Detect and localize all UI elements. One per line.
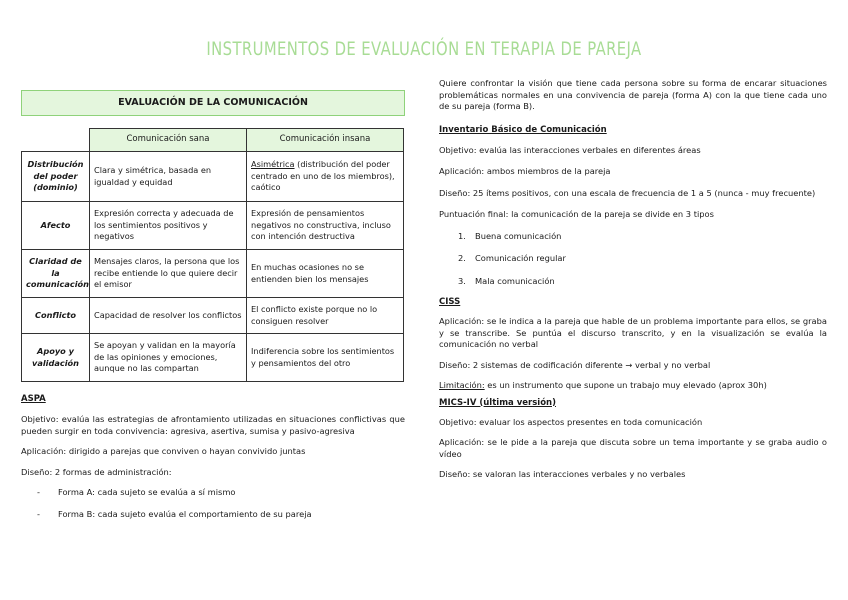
list-item: - Forma A: cada sujeto se evalúa a sí mismo (21, 487, 405, 499)
row-header: Claridad de la comunicación (22, 250, 90, 298)
table-cell: Se apoyan y validan en la mayoría de las opiniones y emociones, aunque no las compartan (90, 334, 247, 382)
ibc-diseno: Diseño: 25 ítems positivos, con una escala de frecuencia de 1 a 5 (nunca - muy frecuente) (439, 187, 816, 198)
row-header: Conflicto (22, 298, 90, 334)
aspa-objetivo: Objetivo: evalúa las estrategias de afrontamiento utilizadas en situaciones conflictivas que pueden surgir en toda convivencia: agresiva, asertiva, sumisa y pasivo-agresiva (21, 414, 405, 436)
list-item (439, 231, 827, 243)
mics-aplicacion: Aplicación: se le pide a la pareja que discuta sobre un tema importante y se graba audio o vídeo (439, 437, 827, 459)
list-number: 2. (458, 253, 466, 263)
aspa-section (21, 394, 405, 520)
column-header-sana: Comunicación sana (90, 129, 247, 152)
table-cell: Mensajes claros, la persona que los recibe entiende lo que quiere decir el emisor (90, 250, 247, 298)
intro-paragraph: Quiere confrontar la visión que tiene cada persona sobre su forma de encarar situaciones problemáticas normales en una convivencia de pareja (forma A) con la que tiene cada uno de su pareja (forma B). (439, 78, 827, 111)
section-heading-aspa: ASPA (21, 394, 46, 404)
row-header: Distribución del poder (dominio) (22, 152, 90, 202)
section-header-evaluacion: EVALUACIÓN DE LA COMUNICACIÓN (21, 90, 405, 116)
ibc-tipos-list (439, 231, 827, 288)
ciss-diseno: Diseño: 2 sistemas de codificación diferente → verbal y no verbal (439, 359, 711, 370)
section-heading-ciss: CISS (439, 297, 461, 307)
table-row (22, 202, 404, 250)
table-row (22, 250, 404, 298)
table-cell: En muchas ocasiones no se entienden bien los mensajes (247, 250, 404, 298)
limitacion-text: es un instrumento que supone un trabajo muy elevado (aprox 30h) (484, 380, 767, 390)
table-cell: Clara y simétrica, basada en igualdad y equidad (90, 152, 247, 202)
list-number: 3. (458, 275, 466, 286)
mics-diseno: Diseño: se valoran las interacciones verbales y no verbales (439, 469, 686, 479)
ibc-objetivo: Objetivo: evalúa las interacciones verbales en diferentes áreas (439, 144, 701, 155)
table-row (22, 298, 404, 334)
table-cell: Indiferencia sobre los sentimientos y pensamientos del otro (247, 334, 404, 382)
list-label: Comunicación regular (475, 253, 566, 263)
right-column (439, 78, 827, 481)
ibc-aplicacion: Aplicación: ambos miembros de la pareja (439, 166, 611, 176)
row-header: Apoyo y validación (22, 334, 90, 382)
limitacion-label: Limitación: (439, 380, 485, 390)
mics-objetivo: Objetivo: evaluar los aspectos presentes en toda comunicación (439, 416, 703, 427)
list-number: 1. (458, 230, 466, 241)
section-heading-mics: MICS-IV (última versión) (439, 397, 556, 408)
table-row (22, 152, 404, 202)
aspa-formas-list (21, 487, 405, 520)
ciss-aplicacion: Aplicación: se le indica a la pareja que hable de un problema importante para ellos, se graba y se transcribe. Se puntúa el discurso transcrito, y en la visualización se evalúa la comunicación no verbal (439, 316, 827, 349)
ibc-puntuacion: Puntuación final: la comunicación de la pareja se divide en 3 tipos (439, 209, 714, 219)
ciss-limitacion (439, 380, 827, 392)
table-cell: Capacidad de resolver los conflictos (90, 298, 247, 334)
table-cell: Expresión de pensamientos negativos no constructiva, incluso con intención destructiva (247, 202, 404, 250)
aspa-aplicacion: Aplicación: dirigido a parejas que conviven o hayan convivido juntas (21, 446, 306, 456)
underlined-term: Asimétrica (251, 159, 295, 170)
list-item (439, 253, 827, 265)
table-cell (247, 152, 404, 202)
list-label: Mala comunicación (475, 275, 555, 286)
mics-section (439, 398, 827, 481)
list-item (439, 276, 827, 288)
page-title: INSTRUMENTOS DE EVALUACIÓN EN TERAPIA DE PAREJA (206, 38, 642, 60)
table-cell: El conflicto existe porque no lo consiguen resolver (247, 298, 404, 334)
section-heading-ibc: Inventario Básico de Comunicación (439, 124, 607, 135)
table-row (22, 334, 404, 382)
ciss-section (439, 297, 827, 392)
table-cell: Expresión correcta y adecuada de los sentimientos positivos y negativos (90, 202, 247, 250)
ibc-section (439, 125, 827, 288)
row-header: Afecto (22, 202, 90, 250)
left-column (21, 90, 405, 520)
communication-table (21, 128, 404, 382)
list-item: - Forma B: cada sujeto evalúa el comportamiento de su pareja (21, 509, 405, 521)
column-header-insana: Comunicación insana (247, 129, 404, 152)
list-label: Buena comunicación (475, 230, 562, 241)
table-header-row (22, 129, 404, 152)
aspa-diseno: Diseño: 2 formas de administración: (21, 466, 172, 477)
cell-text: (distribución del poder centrado en uno de los miembros), caótico (251, 159, 395, 193)
